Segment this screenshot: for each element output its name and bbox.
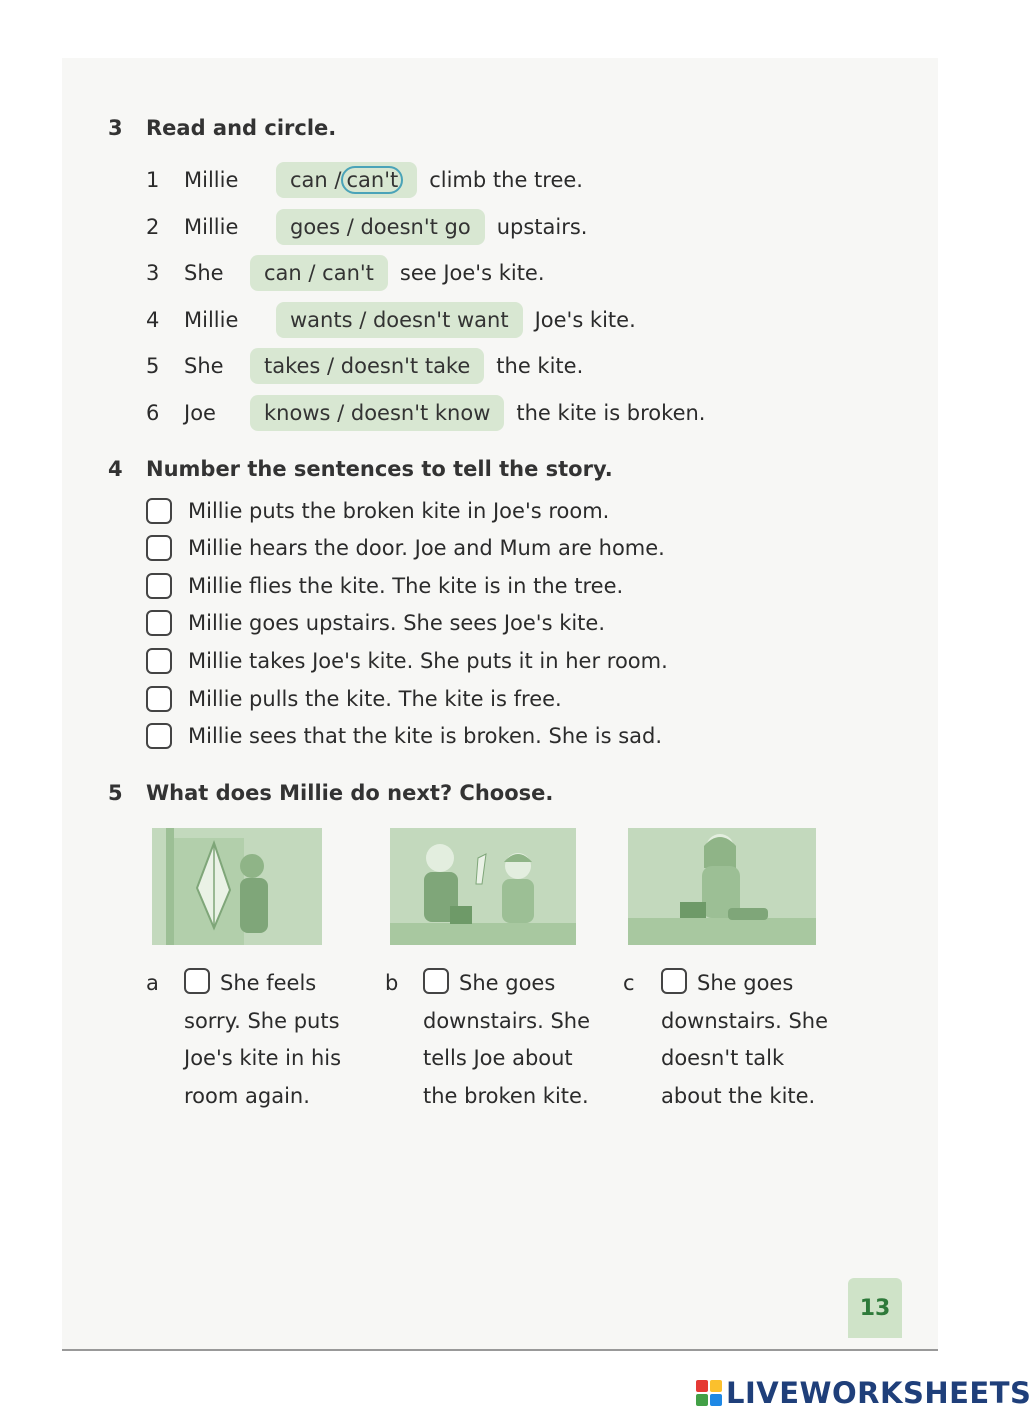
illustration-a (152, 828, 322, 945)
story-sentence: Millie hears the door. Joe and Mum are home. (146, 531, 665, 565)
illustration-c (628, 828, 816, 945)
circle-item-6: 6 Joe knows / doesn't know the kite is broken. (146, 393, 705, 433)
choice-a-checkbox[interactable] (184, 968, 210, 994)
number-box[interactable] (146, 648, 172, 674)
story-sentence: Millie pulls the kite. The kite is free. (146, 682, 562, 716)
story-sentence: Millie sees that the kite is broken. She is sad. (146, 719, 662, 753)
option-box[interactable]: can / can't (276, 162, 417, 198)
number-box[interactable] (146, 723, 172, 749)
page-bottom-edge (62, 1349, 938, 1351)
number-box[interactable] (146, 686, 172, 712)
section-4-title: 4 Number the sentences to tell the story. (108, 457, 613, 481)
brand-icon (696, 1380, 722, 1406)
option-box[interactable]: wants / doesn't want (276, 302, 523, 338)
story-sentence: Millie flies the kite. The kite is in the tree. (146, 569, 623, 603)
illustration-b (390, 828, 576, 945)
liveworksheets-logo: LIVEWORKSHEETS (696, 1376, 1031, 1410)
number-box[interactable] (146, 573, 172, 599)
story-sentence: Millie takes Joe's kite. She puts it in her room. (146, 644, 668, 678)
choice-b-checkbox[interactable] (423, 968, 449, 994)
circle-item-3: 3 She can / can't see Joe's kite. (146, 253, 545, 293)
option-box[interactable]: goes / doesn't go (276, 209, 485, 245)
option-box[interactable]: knows / doesn't know (250, 395, 504, 431)
option-box[interactable]: can / can't (250, 255, 388, 291)
section-5-title: 5 What does Millie do next? Choose. (108, 781, 554, 805)
choice-c-checkbox[interactable] (661, 968, 687, 994)
number-box[interactable] (146, 498, 172, 524)
circle-item-1: 1 Millie can / can't climb the tree. (146, 160, 583, 200)
number-box[interactable] (146, 535, 172, 561)
option-box[interactable]: takes / doesn't take (250, 348, 484, 384)
page-number: 13 (848, 1278, 902, 1338)
section-3-title: 3 Read and circle. (108, 116, 337, 140)
circle-item-2: 2 Millie goes / doesn't go upstairs. (146, 207, 587, 247)
circled-answer: can't (341, 166, 403, 194)
story-sentence: Millie puts the broken kite in Joe's room. (146, 494, 609, 528)
story-sentence: Millie goes upstairs. She sees Joe's kite. (146, 606, 605, 640)
number-box[interactable] (146, 610, 172, 636)
circle-item-5: 5 She takes / doesn't take the kite. (146, 346, 583, 386)
circle-item-4: 4 Millie wants / doesn't want Joe's kite. (146, 300, 636, 340)
